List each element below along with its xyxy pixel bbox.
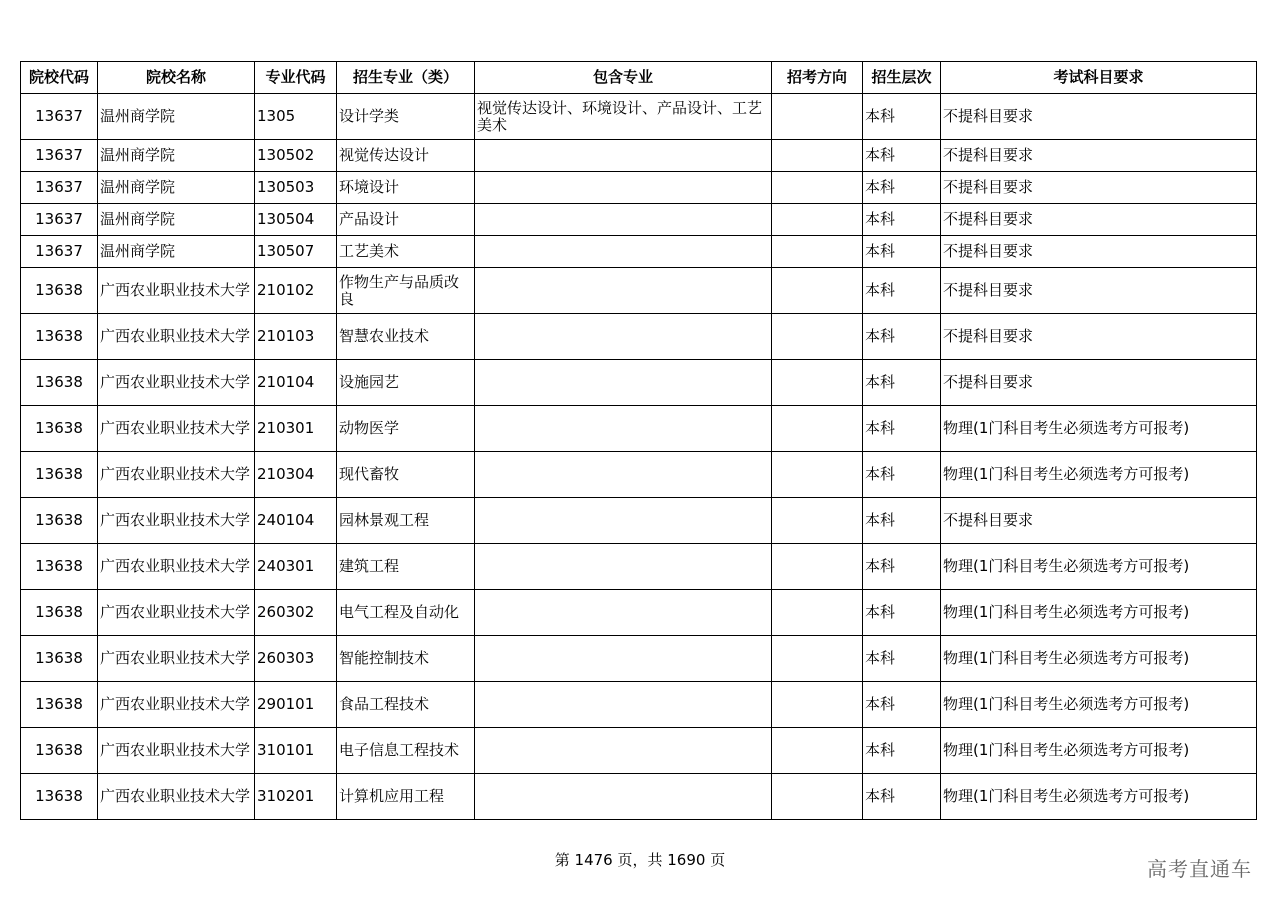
cell-included-majors — [475, 406, 772, 452]
cell-subject-req: 不提科目要求 — [941, 140, 1257, 172]
table-row — [21, 204, 1257, 236]
cell-school-name: 温州商学院 — [98, 94, 255, 140]
cell-direction — [772, 590, 863, 636]
cell-major-code: 210102 — [255, 268, 337, 314]
cell-direction — [772, 268, 863, 314]
cell-major-code: 130502 — [255, 140, 337, 172]
cell-included-majors — [475, 728, 772, 774]
cell-level: 本科 — [863, 728, 941, 774]
table-row — [21, 360, 1257, 406]
cell-direction — [772, 498, 863, 544]
cell-school-name: 广西农业职业技术大学 — [98, 498, 255, 544]
cell-level: 本科 — [863, 406, 941, 452]
cell-major-code: 130504 — [255, 204, 337, 236]
cell-major: 视觉传达设计 — [337, 140, 475, 172]
cell-direction — [772, 544, 863, 590]
cell-school-name: 温州商学院 — [98, 204, 255, 236]
table-row — [21, 140, 1257, 172]
cell-school-name: 广西农业职业技术大学 — [98, 774, 255, 820]
cell-school-code: 13638 — [21, 268, 98, 314]
cell-subject-req: 不提科目要求 — [941, 360, 1257, 406]
watermark: 高考直通车 — [1147, 857, 1252, 881]
cell-major: 智能控制技术 — [337, 636, 475, 682]
cell-school-name: 广西农业职业技术大学 — [98, 406, 255, 452]
cell-major-code: 210104 — [255, 360, 337, 406]
cell-school-name: 广西农业职业技术大学 — [98, 544, 255, 590]
cell-subject-req: 不提科目要求 — [941, 94, 1257, 140]
cell-level: 本科 — [863, 636, 941, 682]
table-row — [21, 172, 1257, 204]
cell-school-code: 13638 — [21, 360, 98, 406]
header-school-code: 院校代码 — [21, 62, 98, 94]
cell-included-majors — [475, 314, 772, 360]
admission-table — [20, 61, 1257, 820]
cell-level: 本科 — [863, 268, 941, 314]
cell-level: 本科 — [863, 774, 941, 820]
cell-level: 本科 — [863, 172, 941, 204]
cell-included-majors — [475, 774, 772, 820]
cell-major: 智慧农业技术 — [337, 314, 475, 360]
cell-school-code: 13638 — [21, 406, 98, 452]
cell-major: 工艺美术 — [337, 236, 475, 268]
table-row — [21, 268, 1257, 314]
cell-school-code: 13638 — [21, 682, 98, 728]
cell-school-name: 广西农业职业技术大学 — [98, 452, 255, 498]
cell-major: 建筑工程 — [337, 544, 475, 590]
cell-major: 电子信息工程技术 — [337, 728, 475, 774]
header-subject-req: 考试科目要求 — [941, 62, 1257, 94]
cell-direction — [772, 406, 863, 452]
cell-included-majors — [475, 590, 772, 636]
cell-school-code: 13637 — [21, 172, 98, 204]
cell-included-majors — [475, 636, 772, 682]
cell-major-code: 240104 — [255, 498, 337, 544]
cell-included-majors — [475, 360, 772, 406]
cell-school-code: 13637 — [21, 204, 98, 236]
cell-school-name: 广西农业职业技术大学 — [98, 360, 255, 406]
cell-included-majors — [475, 682, 772, 728]
table-row — [21, 314, 1257, 360]
cell-subject-req: 物理(1门科目考生必须选考方可报考) — [941, 682, 1257, 728]
cell-included-majors — [475, 236, 772, 268]
cell-included-majors — [475, 204, 772, 236]
header-major: 招生专业（类） — [337, 62, 475, 94]
cell-school-code: 13637 — [21, 236, 98, 268]
cell-level: 本科 — [863, 590, 941, 636]
table-row — [21, 498, 1257, 544]
cell-level: 本科 — [863, 452, 941, 498]
cell-major-code: 130507 — [255, 236, 337, 268]
cell-included-majors — [475, 140, 772, 172]
cell-major-code: 1305 — [255, 94, 337, 140]
table-row — [21, 728, 1257, 774]
cell-major: 作物生产与品质改良 — [337, 268, 475, 314]
cell-included-majors — [475, 268, 772, 314]
cell-subject-req: 物理(1门科目考生必须选考方可报考) — [941, 544, 1257, 590]
cell-subject-req: 物理(1门科目考生必须选考方可报考) — [941, 590, 1257, 636]
cell-subject-req: 不提科目要求 — [941, 268, 1257, 314]
cell-school-name: 广西农业职业技术大学 — [98, 314, 255, 360]
table-row — [21, 236, 1257, 268]
cell-school-code: 13638 — [21, 774, 98, 820]
cell-subject-req: 不提科目要求 — [941, 172, 1257, 204]
cell-major-code: 210103 — [255, 314, 337, 360]
cell-major: 现代畜牧 — [337, 452, 475, 498]
cell-major-code: 260303 — [255, 636, 337, 682]
cell-subject-req: 物理(1门科目考生必须选考方可报考) — [941, 406, 1257, 452]
cell-level: 本科 — [863, 360, 941, 406]
header-direction: 招考方向 — [772, 62, 863, 94]
header-included-majors: 包含专业 — [475, 62, 772, 94]
cell-major: 计算机应用工程 — [337, 774, 475, 820]
cell-direction — [772, 360, 863, 406]
cell-school-code: 13638 — [21, 452, 98, 498]
cell-school-code: 13637 — [21, 94, 98, 140]
cell-school-code: 13638 — [21, 636, 98, 682]
cell-major-code: 310201 — [255, 774, 337, 820]
cell-included-majors — [475, 498, 772, 544]
cell-subject-req: 不提科目要求 — [941, 314, 1257, 360]
cell-major: 环境设计 — [337, 172, 475, 204]
cell-school-name: 广西农业职业技术大学 — [98, 682, 255, 728]
cell-subject-req: 物理(1门科目考生必须选考方可报考) — [941, 452, 1257, 498]
table-row — [21, 406, 1257, 452]
cell-major: 园林景观工程 — [337, 498, 475, 544]
cell-subject-req: 物理(1门科目考生必须选考方可报考) — [941, 636, 1257, 682]
cell-major: 食品工程技术 — [337, 682, 475, 728]
table-row — [21, 682, 1257, 728]
cell-school-name: 广西农业职业技术大学 — [98, 268, 255, 314]
page-number: 第 1476 页，共 1690 页 — [554, 851, 726, 869]
cell-school-code: 13638 — [21, 728, 98, 774]
cell-direction — [772, 682, 863, 728]
cell-level: 本科 — [863, 544, 941, 590]
cell-subject-req: 不提科目要求 — [941, 204, 1257, 236]
cell-major: 设计学类 — [337, 94, 475, 140]
cell-major: 动物医学 — [337, 406, 475, 452]
cell-major-code: 210301 — [255, 406, 337, 452]
cell-direction — [772, 172, 863, 204]
cell-level: 本科 — [863, 236, 941, 268]
cell-major: 电气工程及自动化 — [337, 590, 475, 636]
cell-level: 本科 — [863, 140, 941, 172]
table-row — [21, 452, 1257, 498]
cell-school-code: 13638 — [21, 590, 98, 636]
table-row — [21, 94, 1257, 140]
cell-school-name: 广西农业职业技术大学 — [98, 636, 255, 682]
table-row — [21, 774, 1257, 820]
table-row — [21, 590, 1257, 636]
cell-included-majors: 视觉传达设计、环境设计、产品设计、工艺美术 — [475, 94, 772, 140]
cell-subject-req: 不提科目要求 — [941, 236, 1257, 268]
cell-school-code: 13638 — [21, 314, 98, 360]
cell-included-majors — [475, 452, 772, 498]
cell-level: 本科 — [863, 498, 941, 544]
cell-major: 产品设计 — [337, 204, 475, 236]
cell-included-majors — [475, 172, 772, 204]
cell-direction — [772, 636, 863, 682]
cell-direction — [772, 204, 863, 236]
header-major-code: 专业代码 — [255, 62, 337, 94]
table-row — [21, 636, 1257, 682]
cell-level: 本科 — [863, 314, 941, 360]
cell-major-code: 260302 — [255, 590, 337, 636]
cell-included-majors — [475, 544, 772, 590]
cell-school-code: 13637 — [21, 140, 98, 172]
cell-school-name: 温州商学院 — [98, 140, 255, 172]
table-row — [21, 544, 1257, 590]
cell-level: 本科 — [863, 204, 941, 236]
cell-major-code: 310101 — [255, 728, 337, 774]
cell-subject-req: 不提科目要求 — [941, 498, 1257, 544]
header-school-name: 院校名称 — [98, 62, 255, 94]
cell-major-code: 130503 — [255, 172, 337, 204]
cell-direction — [772, 728, 863, 774]
header-row — [21, 62, 1257, 94]
cell-major: 设施园艺 — [337, 360, 475, 406]
cell-major-code: 210304 — [255, 452, 337, 498]
cell-direction — [772, 140, 863, 172]
cell-subject-req: 物理(1门科目考生必须选考方可报考) — [941, 728, 1257, 774]
cell-direction — [772, 94, 863, 140]
cell-school-name: 广西农业职业技术大学 — [98, 590, 255, 636]
cell-major-code: 240301 — [255, 544, 337, 590]
cell-school-name: 广西农业职业技术大学 — [98, 728, 255, 774]
cell-school-code: 13638 — [21, 544, 98, 590]
cell-school-code: 13638 — [21, 498, 98, 544]
header-level: 招生层次 — [863, 62, 941, 94]
cell-subject-req: 物理(1门科目考生必须选考方可报考) — [941, 774, 1257, 820]
cell-level: 本科 — [863, 94, 941, 140]
cell-direction — [772, 236, 863, 268]
table-body — [21, 94, 1257, 820]
cell-direction — [772, 314, 863, 360]
cell-direction — [772, 452, 863, 498]
cell-major-code: 290101 — [255, 682, 337, 728]
cell-level: 本科 — [863, 682, 941, 728]
cell-school-name: 温州商学院 — [98, 236, 255, 268]
cell-school-name: 温州商学院 — [98, 172, 255, 204]
cell-direction — [772, 774, 863, 820]
